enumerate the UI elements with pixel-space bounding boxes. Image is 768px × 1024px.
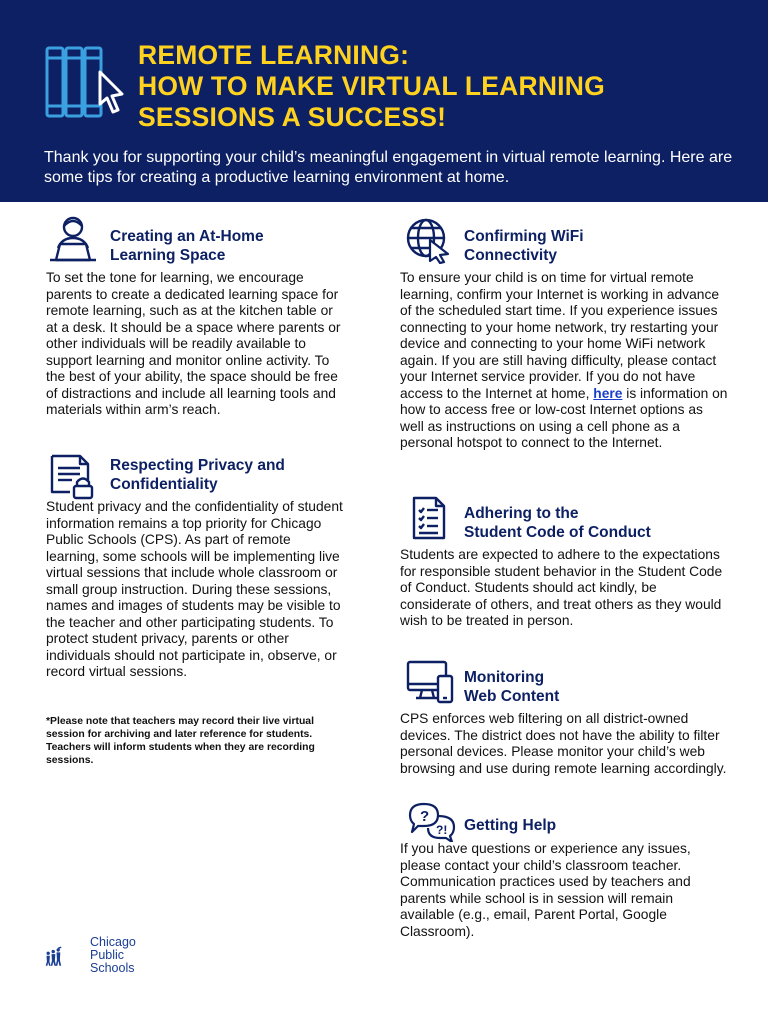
section-title-help: Getting Help (464, 817, 557, 834)
section-title-home-space: Creating an At-Home Learning Space (110, 228, 264, 264)
section-title-wifi: Confirming WiFi Connectivity (464, 228, 584, 264)
globe-cursor-icon (404, 216, 452, 264)
section-body-privacy: Student privacy and the confidentiality of student information remains a top priority for Chicago Public Schools (CPS). As part of remote learning, some schools will be implementing live virtual sessions that include whole classroom or small group instruction. During these sessions, names and images of students may be visible to the teacher and other participating students. To protect student privacy, parents or other individuals should not participate in, observe, or record virtual sessions. (46, 499, 343, 679)
svg-text:?: ? (420, 808, 430, 825)
page-title (138, 40, 758, 133)
section-body-help: If you have questions or experience any issues, please contact your child’s classroom teacher. Communication practices used by teachers and parents while school is in session will remain available (e.g., email, Parent Portal, Google Classroom). (400, 841, 691, 939)
section-body-web: CPS enforces web filtering on all district-owned devices. The district does not have the ability to filter personal devices. Please monitor your child’s web browsing and use during remote learning accordingly. (400, 711, 727, 776)
section-title-conduct: Adhering to the Student Code of Conduct (464, 505, 651, 541)
section-title-web: Monitoring Web Content (464, 669, 560, 705)
privacy-note: *Please note that teachers may record their live virtual session for archiving and later reference for students. Teachers will inform students when they are recording sessions. (46, 716, 315, 766)
section-body-home-space: To set the tone for learning, we encourage parents to create a dedicated learning space for remote learning, such as at the kitchen table or at a desk. It should be a space where parents or other individuals will be readily available to support learning and monitor online activity. To the best of your ability, the space should be free of distractions and include all learning tools and materials within arm’s reach. (46, 270, 341, 417)
person-laptop-icon (48, 214, 98, 264)
document-lock-icon (48, 452, 98, 500)
section-body-conduct: Students are expected to adhere to the expectations for responsible student behavior in the Student Code of Conduct. Students should act kindly, be considerate of others, and treat others as they would wish to be treated in person. (400, 547, 723, 628)
books-cursor-icon (44, 44, 128, 120)
section-title-privacy: Respecting Privacy and Confidentiality (110, 457, 285, 493)
title-line-1: REMOTE LEARNING: (138, 40, 410, 70)
svg-text:?!: ?! (436, 823, 448, 837)
checklist-icon (408, 494, 448, 542)
cps-logo-text: Chicago Public Schools (90, 935, 136, 975)
title-line-3: SESSIONS A SUCCESS! (138, 102, 447, 132)
section-body-wifi: To ensure your child is on time for virtual remote learning, confirm your Internet is working in advance of the scheduled start time. If you experience issues connecting to your home network, try restarting your device and connecting to your home WiFi network again. If you are still having difficulty, please contact your Internet service provider. If you do not have access to the Internet at home, here is information on how to access free or low-cost Internet options as well as instructions on using a cell phone as a personal hotspot to connect to the Internet. (400, 270, 728, 450)
header-banner (0, 0, 768, 202)
cps-logo-icon (44, 932, 90, 982)
internet-options-link[interactable]: here (593, 385, 623, 401)
computer-phone-icon (406, 660, 456, 704)
question-bubbles-icon (408, 802, 456, 842)
intro-text: Thank you for supporting your child’s meaningful engagement in virtual remote learning. Here are some tips for creating a productive learning environment at home. (44, 149, 733, 186)
title-line-2: HOW TO MAKE VIRTUAL LEARNING (138, 71, 605, 101)
